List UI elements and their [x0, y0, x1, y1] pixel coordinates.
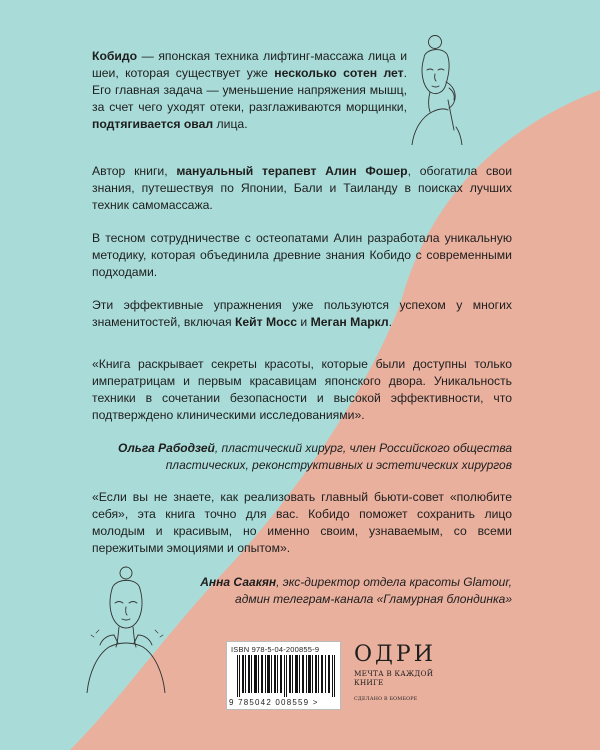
intro-paragraph-1: Кобидо — японская техника лифтинг-массажа лица и шеи, которая существует уже несколько сотен лет. Его главная задача — уменьшение напряжения мышц, за счет чего уходят отеки, разглаживаются морщинки, подтягивается овал лица. [92, 49, 407, 131]
publisher-name: ОДРИ [354, 642, 436, 667]
intro-paragraph-2: Автор книги, мануальный терапевт Алин Фошер, обогатила свои знания, путешествуя по Японии, Бали и Таиланду в поисках лучших техник самомассажа. [92, 164, 513, 212]
quote-1-author: Ольга Рабодзей, пластический хирург, член Российского общества пластических, реконструктивных и эстетических хирургов [118, 441, 512, 472]
woman-face-touch-icon [402, 30, 472, 145]
woman-neck-massage-icon [82, 563, 172, 693]
publisher-made-in: СДЕЛАНО В БОМБОРЕ [354, 697, 418, 702]
barcode-icon [237, 655, 335, 697]
quote-2-author: Анна Саакян, экс-директор отдела красоты Glamour, админ телеграм-канала «Гламурная блондинка» [200, 575, 512, 606]
intro-paragraph-3: В тесном сотрудничестве с остеопатами Алин разработала уникальную методику, которая объединила древние знания Кобидо с современными подходами. [92, 231, 512, 279]
quote-1: «Книга раскрывает секреты красоты, которые были доступны только императрицам и первым красавицам японского двора. Уникальность техники в сочетании безопасности и высокой эффективности, что подтверждено клиническими исследованиями». [92, 357, 512, 422]
barcode-digits: 9 785042 008559 > [229, 698, 319, 707]
isbn-label: ISBN 978-5-04-200855-9 [231, 645, 320, 654]
quote-2: «Если вы не знаете, как реализовать главный бьюти-совет «полюбите себя», эта книга точно для вас. Кобидо поможет сохранить лицо молодым и красивым, но именно своим, узнаваемым, со всеми пережитыми эмоциями и опытом». [92, 490, 512, 555]
publisher-slogan: МЕЧТА В КАЖДОЙ КНИГЕ [354, 669, 434, 687]
intro-paragraph-4: Эти эффективные упражнения уже пользуются успехом у многих знаменитостей, включая Кейт Мосс и Меган Маркл. [92, 298, 512, 329]
kobido-term: Кобидо [92, 49, 138, 63]
isbn-barcode [226, 641, 341, 710]
publisher-logo [354, 643, 464, 702]
